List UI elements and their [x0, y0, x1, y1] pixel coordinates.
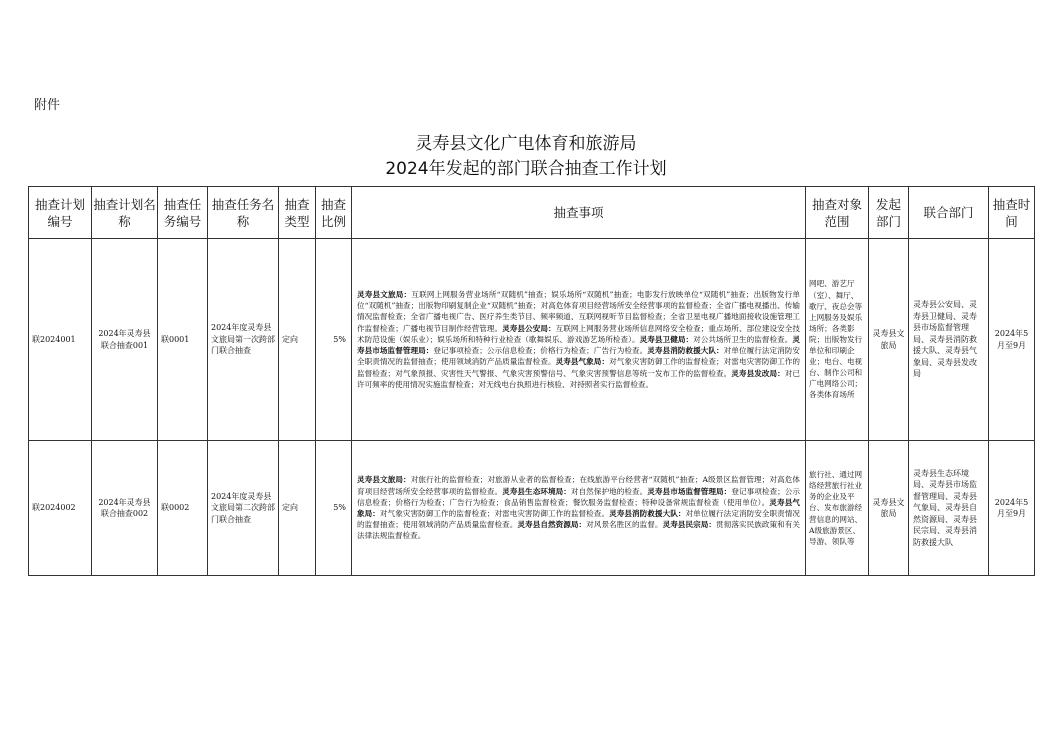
document-title: 灵寿县文化广电体育和旅游局	[415, 134, 637, 154]
cell-items	[352, 441, 806, 576]
item-text: 对单位履行法定消防安全职责情况的监督抽查；使用领域消防产品质量监督检查。	[357, 346, 801, 367]
header-items: 抽查事项	[352, 187, 806, 239]
cell-items	[352, 239, 806, 441]
header-joint: 联合部门	[909, 187, 989, 239]
item-text: 对已许可频率的使用情况实施监督检查；对无线电台执照进行核验、对持照者实行监督检查。	[357, 368, 801, 389]
header-plan-name: 抽查计划名称	[92, 187, 158, 239]
item-text: 贯彻落实民族政策和有关法律法规监督检查。	[357, 520, 801, 541]
item-text: 互联网上网服务营业场所“双随机”抽查；娱乐场所“双随机”抽查；电影发行放映单位“双随机”抽查；出版物发行单位“双随机”抽查；出版物印刷复制企业“双随机”抽查；对高危体育项目经营场所安全经营事项的监督检查；全省广播电视播出、传输情况监督检查；全省广播电视广告、医疗养生类节目、频率频道、互联网视听节目监督检查；全省卫星电视广播地面接收设施管理工作监督检查；广播电视节目制作经营管理。	[357, 290, 801, 333]
item-dept: 灵寿县消防救援大队：	[609, 509, 686, 518]
header-scope: 抽查对象范围	[806, 187, 869, 239]
header-time: 抽查时间	[989, 187, 1035, 239]
inspection-plan-table	[28, 186, 1035, 576]
item-dept: 灵寿县消防救援大队：	[647, 346, 724, 356]
cell-time: 2024年5月至9月	[989, 441, 1035, 576]
item-text: 登记事项检查；公示信息检查；价格行为检查；广告行为检查；食品销售监督检查；餐饮服务监督检查；特种设备常规监督检查（使用单位）。	[357, 486, 801, 507]
header-type: 抽查类型	[279, 187, 316, 239]
cell-time: 2024年5月至9月	[989, 239, 1035, 441]
header-ratio: 抽查比例	[316, 187, 352, 239]
cell-task-name: 2024年度灵寿县文旅局第一次跨部门联合抽查	[208, 239, 279, 441]
item-dept: 灵寿县气象局：	[555, 357, 610, 367]
item-dept: 灵寿县自然资源局：	[517, 520, 587, 530]
cell-plan-id: 联2024002	[29, 441, 92, 576]
cell-plan-name: 2024年灵寿县联合抽查002	[92, 441, 158, 576]
cell-task-id: 联0001	[158, 239, 208, 441]
table-row	[29, 239, 1035, 441]
cell-ratio: 5%	[316, 441, 352, 576]
cell-initiator: 灵寿县文旅局	[869, 239, 909, 441]
item-text: 对自然保护地的检查。	[570, 486, 648, 496]
item-text: 对旅行社的监督检查；对旅游从业者的监督检查；在线旅游平台经营者“双随机”抽查；A级景区监督管理；对高危体育项目经营场所安全经营事项的监督检查。	[357, 475, 801, 496]
cell-plan-id: 联2024001	[29, 239, 92, 441]
cell-joint: 灵寿县公安局、灵寿县卫健局、灵寿县市场监督管理局、灵寿县消防救援大队、灵寿县气象局、灵寿县发改局	[909, 239, 989, 441]
item-text: 对公共场所卫生的监督检查。	[693, 334, 793, 344]
cell-ratio: 5%	[316, 239, 352, 441]
item-text: 对风景名胜区的监督。	[586, 520, 663, 530]
item-dept: 灵寿县市场监督管理局：	[647, 486, 732, 496]
item-text: 对单位履行法定消防安全职责情况的监督抽查；使用领域消防产品质量监督检查。	[357, 509, 801, 530]
cell-initiator: 灵寿县文旅局	[869, 441, 909, 576]
item-dept: 灵寿县公安局：	[502, 323, 556, 333]
item-dept: 灵寿县气象局：	[357, 497, 800, 518]
cell-type: 定向	[279, 441, 316, 576]
cell-task-id: 联0002	[158, 441, 208, 576]
header-task-id: 抽查任务编号	[158, 187, 208, 239]
cell-task-name: 2024年度灵寿县文旅局第二次跨部门联合抽查	[208, 441, 279, 576]
cell-joint: 灵寿县生态环境局、灵寿县市场监督管理局、灵寿县气象局、灵寿县自然资源局、灵寿县民宗局、灵寿县消防救援大队	[909, 441, 989, 576]
item-text: 对气象灾害防御工作的监督检查；对雷电灾害防御工作的监督检查；对气象预报、灾害性天气警报、气象灾害预警信号、气象灾害预警信息等统一发布工作的监督检查。	[357, 357, 801, 378]
cell-type: 定向	[279, 239, 316, 441]
item-dept: 灵寿县文旅局：	[357, 290, 412, 300]
header-initiator: 发起部门	[869, 187, 909, 239]
header-task-name: 抽查任务名称	[208, 187, 279, 239]
cell-plan-name: 2024年灵寿县联合抽查001	[92, 239, 158, 441]
item-text: 对气象灾害防御工作的监督检查；对雷电灾害防御工作的监督检查。	[379, 509, 610, 518]
document-subtitle: 2024年发起的部门联合抽查工作计划	[385, 159, 667, 179]
cell-scope: 旅行社、通过网络经营旅行社业务的企业及平台、发布旅游经营信息的网站、A级旅游景区、导游、领队等	[806, 441, 869, 576]
table-header-row	[29, 187, 1035, 239]
item-dept: 灵寿县文旅局：	[357, 475, 411, 485]
table-row	[29, 441, 1035, 576]
item-dept: 灵寿县卫健局：	[639, 334, 694, 344]
item-text: 互联网上网服务营业场所信息网络安全检查；重点场所、部位建设安全技术防范设施（娱乐业）；娱乐场所和特种行业检查（歌舞娱乐、游戏游艺场所检查）。	[357, 323, 801, 344]
cell-scope: 网吧、游艺厅（室）、舞厅、歌厅、夜总会等上网服务及娱乐场所；各类影院；出版物发行单位和印刷企业；电台、电视台、制作公司和广电网络公司；各类体育场所	[806, 239, 869, 441]
item-dept: 灵寿县市场监督管理局：	[357, 334, 800, 356]
item-dept: 灵寿县生态环境局：	[502, 486, 571, 496]
item-dept: 灵寿县发改局：	[731, 368, 785, 378]
item-text: 登记事项检查；公示信息检查；价格行为检查；广告行为检查。	[433, 346, 648, 356]
item-dept: 灵寿县民宗局：	[662, 520, 717, 530]
header-plan-id: 抽查计划编号	[29, 187, 92, 239]
attachment-label: 附件	[34, 98, 61, 113]
